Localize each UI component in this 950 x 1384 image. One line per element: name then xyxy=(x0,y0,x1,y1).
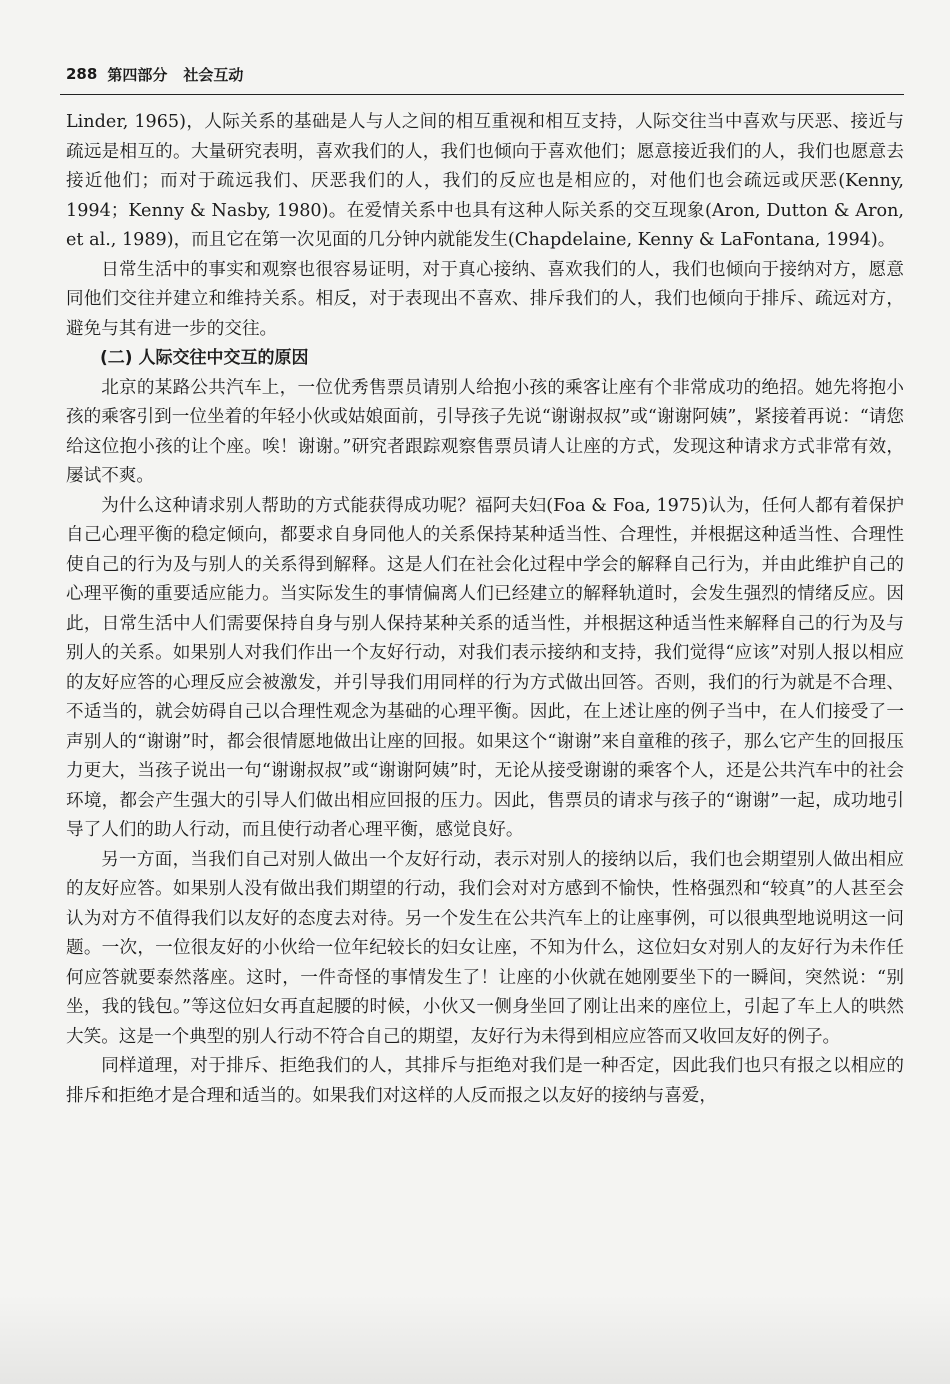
paragraph: 北京的某路公共汽车上，一位优秀售票员请别人给抱小孩的乘客让座有个非常成功的绝招。她先将抱小孩的乘客引到一位坐着的年轻小伙或姑娘面前，引导孩子先说“谢谢叔叔”或“谢谢阿姨”，紧接着再说：“请您给这位抱小孩的让个座。唉！谢谢。”研究者跟踪观察售票员请人让座的方式，发现这种请求方式非常有效，屡试不爽。 xyxy=(66,377,904,486)
paragraph: 另一方面，当我们自己对别人做出一个友好行动，表示对别人的接纳以后，我们也会期望别人做出相应的友好应答。如果别人没有做出我们期望的行动，我们会对对方感到不愉快，性格强烈和“较真”的人甚至会认为对方不值得我们以友好的态度去对待。另一个发生在公共汽车上的让座事例，可以很典型地说明这一问题。一次，一位很友好的小伙给一位年纪较长的妇女让座，不知为什么，这位妇女对别人的友好行为未作任何应答就要泰然落座。这时，一件奇怪的事情发生了！让座的小伙就在她刚要坐下的一瞬间，突然说：“别坐，我的钱包。”等这位妇女再直起腰的时候，小伙又一侧身坐回了刚让出来的座位上，引起了车上人的哄然大笑。这是一个典型的别人行动不符合自己的期望，友好行为未得到相应应答而又收回友好的例子。 xyxy=(66,849,904,1047)
section-heading: (二) 人际交往中交互的原因 xyxy=(100,348,309,368)
running-header xyxy=(66,62,243,86)
paragraph-continued: Linder, 1965)，人际关系的基础是人与人之间的相互重视和相互支持，人际交往当中喜欢与厌恶、接近与疏远是相互的。大量研究表明，喜欢我们的人，我们也倾向于喜欢他们；愿意接近我们的人，我们也愿意去接近他们；而对于疏远我们、厌恶我们的人，我们的反应也是相应的，对他们也会疏远或厌恶(Kenny, 1994；Kenny & Nasby, 1980)。在爱情关系中也具有这种人际关系的交互现象(Aron, Dutton & Aron, et al., 1989)，而且它在第一次见面的几分钟内就能发生(Chapdelaine, Kenny & LaFontana, 1994)。 xyxy=(66,112,904,250)
part-label: 第四部分 xyxy=(107,65,168,84)
page-number: 288 xyxy=(66,65,98,83)
section-label: 社会互动 xyxy=(183,65,244,84)
paragraph: 同样道理，对于排斥、拒绝我们的人，其排斥与拒绝对我们是一种否定，因此我们也只有报之以相应的排斥和拒绝才是合理和适当的。如果我们对这样的人反而报之以友好的接纳与喜爱， xyxy=(66,1056,904,1106)
body-text xyxy=(66,108,904,1111)
paragraph: 日常生活中的事实和观察也很容易证明，对于真心接纳、喜欢我们的人，我们也倾向于接纳对方，愿意同他们交往并建立和维持关系。相反，对于表现出不喜欢、排斥我们的人，我们也倾向于排斥、疏远对方，避免与其有进一步的交往。 xyxy=(66,259,904,339)
header-rule xyxy=(60,94,904,95)
paragraph: 为什么这种请求别人帮助的方式能获得成功呢？福阿夫妇(Foa & Foa, 1975)认为，任何人都有着保护自己心理平衡的稳定倾向，都要求自身同他人的关系保持某种适当性、合理性，并根据这种适当性、合理性使自己的行为及与别人的关系得到解释。这是人们在社会化过程中学会的解释自己行为，并由此维护自己的心理平衡的重要适应能力。当实际发生的事情偏离人们已经建立的解释轨道时，会发生强烈的情绪反应。因此，日常生活中人们需要保持自身与别人保持某种关系的适当性，并根据这种适当性来解释自己的行为及与别人的关系。如果别人对我们作出一个友好行动，对我们表示接纳和支持，我们觉得“应该”对别人报以相应的友好应答的心理反应会被激发，并引导我们用同样的行为方式做出回答。否则，我们的行为就是不合理、不适当的，就会妨碍自己以合理性观念为基础的心理平衡。因此，在上述让座的例子当中，在人们接受了一声别人的“谢谢”时，都会很情愿地做出让座的回报。如果这个“谢谢”来自童稚的孩子，那么它产生的回报压力更大，当孩子说出一句“谢谢叔叔”或“谢谢阿姨”时，无论从接受谢谢的乘客个人，还是公共汽车中的社会环境，都会产生强大的引导人们做出相应回报的压力。因此，售票员的请求与孩子的“谢谢”一起，成功地引导了人们的助人行动，而且使行动者心理平衡，感觉良好。 xyxy=(66,495,904,840)
